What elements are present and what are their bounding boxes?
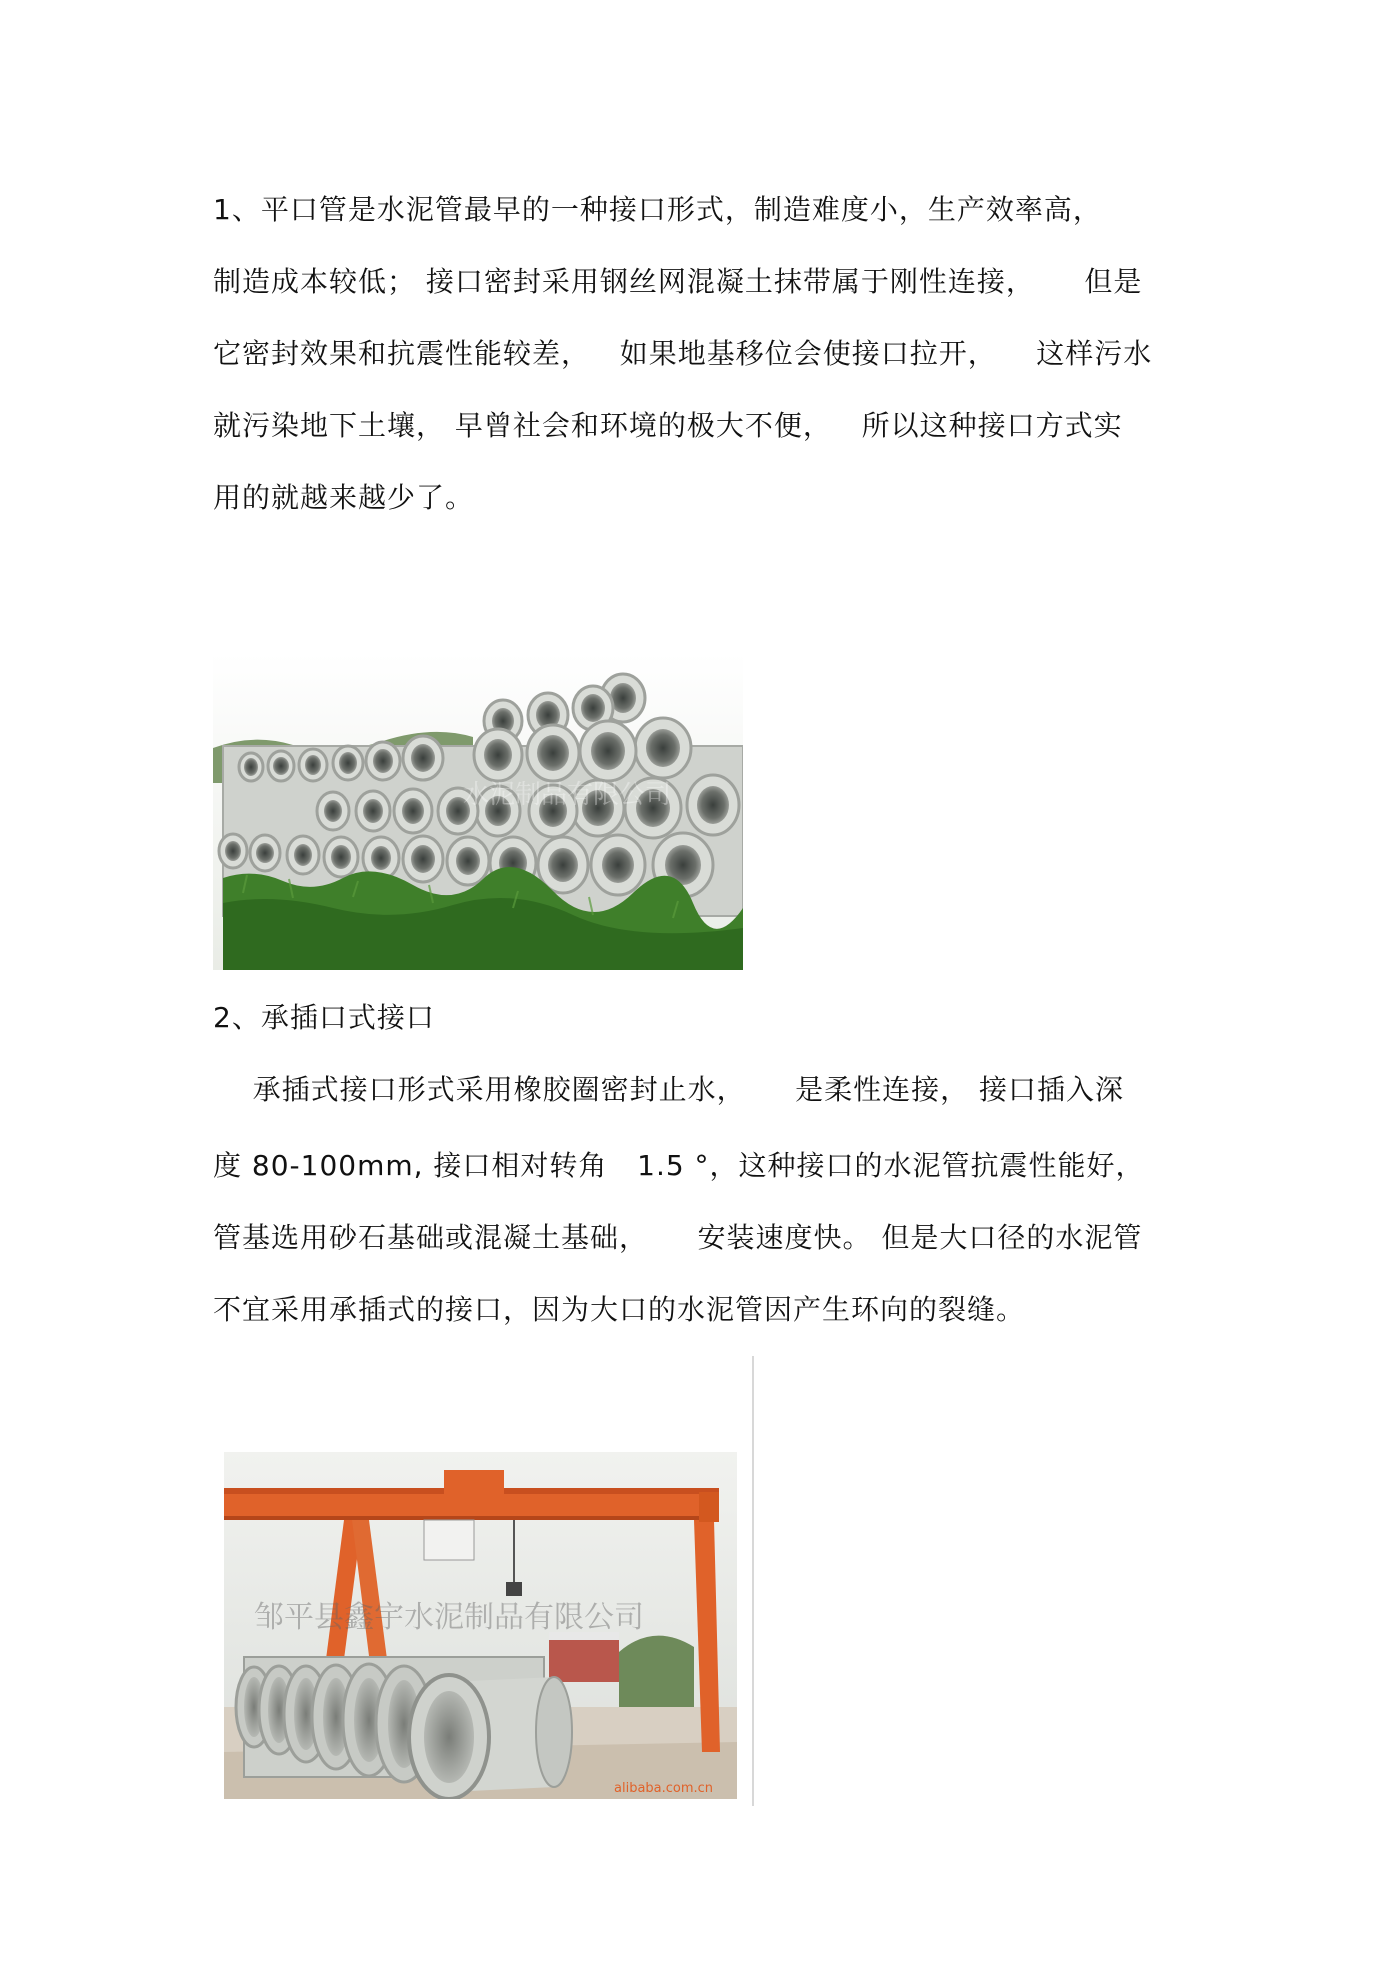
photo-watermark: 邹平县鑫宇水泥制品有限公司 [254,1600,644,1635]
paragraph-line: 承插式接口形式采用橡胶圈密封止水， 是柔性连接， 接口插入深 [213,1073,1125,1106]
paragraph-line: 管基选用砂石基础或混凝土基础， 安装速度快。 但是大口径的水泥管 [213,1221,1143,1254]
paragraph-line: 用的就越来越少了。 [213,481,475,514]
paragraph-line: 度 80-100mm, 接口相对转角 1.5 °，这种接口的水泥管抗震性能好， [213,1149,1145,1182]
paragraph-line: 就污染地下土壤， 早曾社会和环境的极大不便， 所以这种接口方式实 [213,409,1123,442]
gantry-crane-photo [224,1452,737,1799]
photo-watermark: 水泥制品有限公司 [463,780,672,810]
divider [752,1356,754,1806]
paragraph-line: 它密封效果和抗震性能较差， 如果地基移位会使接口拉开， 这样污水 [213,337,1153,370]
photo-caption-mark: alibaba.com.cn [614,1781,714,1796]
section-heading: 2、承插口式接口 [213,1001,435,1034]
pipe-stack-photo [213,653,743,970]
paragraph-line: 1、平口管是水泥管最早的一种接口形式，制造难度小，生产效率高， [213,193,1102,226]
paragraph-line: 制造成本较低； 接口密封采用钢丝网混凝土抹带属于刚性连接， 但是 [213,265,1143,298]
paragraph-line: 不宜采用承插式的接口，因为大口的水泥管因产生环向的裂缝。 [213,1293,1026,1326]
